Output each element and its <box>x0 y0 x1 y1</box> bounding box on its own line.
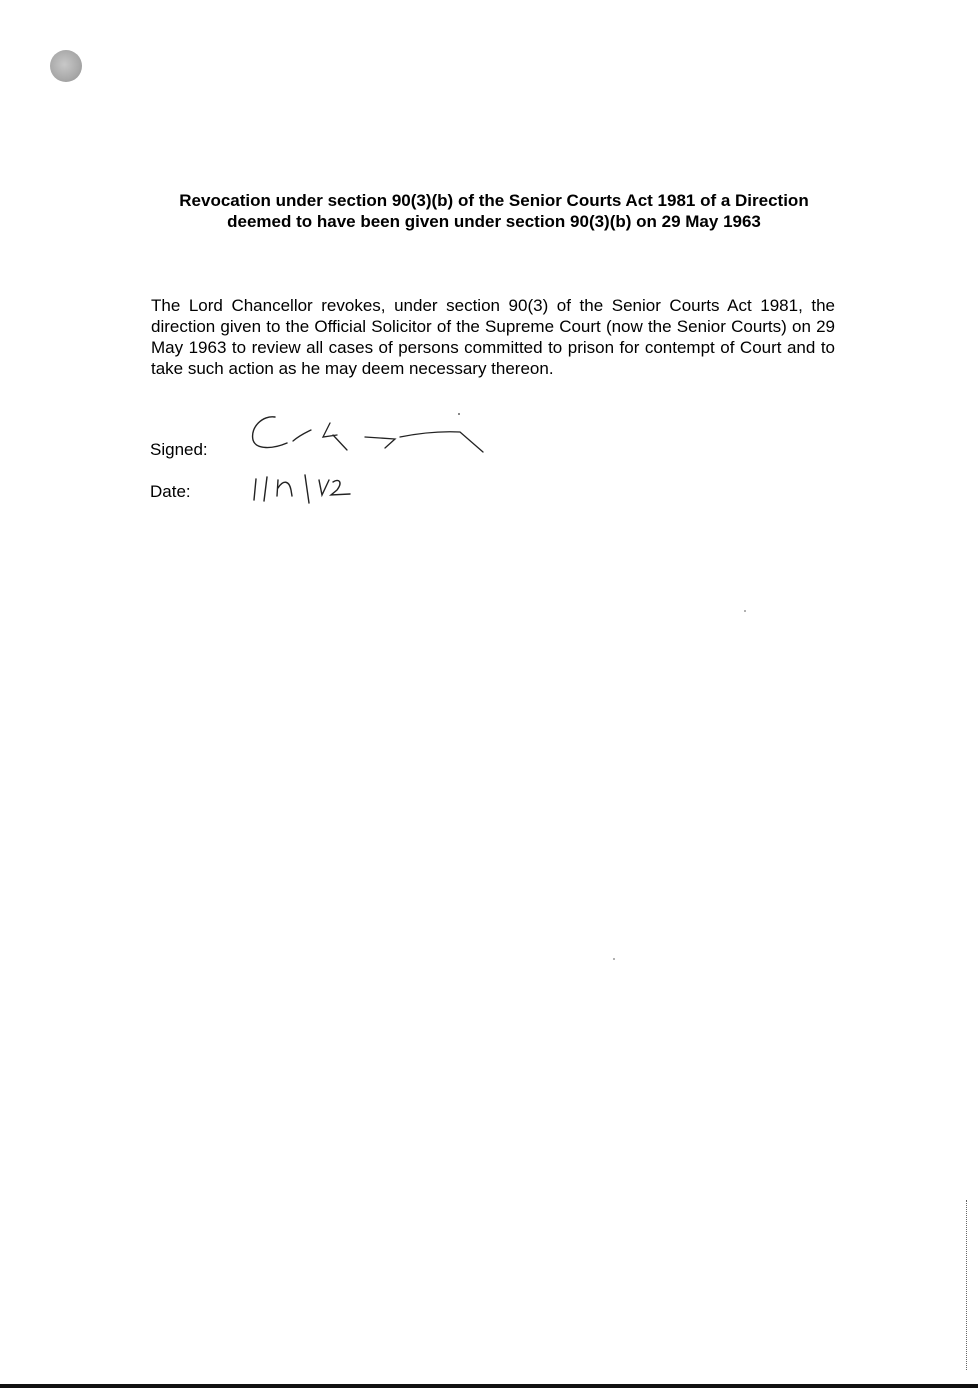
document-title <box>150 190 838 232</box>
scan-edge-right <box>966 1200 970 1370</box>
title-line-1: Revocation under section 90(3)(b) of the Senior Courts Act 1981 of a Direction <box>179 191 809 210</box>
punch-hole-mark <box>50 50 82 82</box>
scan-edge-bottom <box>0 1384 978 1388</box>
scan-speck <box>744 610 746 612</box>
signed-label: Signed: <box>150 440 208 459</box>
title-line-2: deemed to have been given under section 90(3)(b) on 29 May 1963 <box>227 212 761 231</box>
handwritten-signature <box>245 405 490 465</box>
scan-speck <box>613 958 615 960</box>
body-paragraph: The Lord Chancellor revokes, under section 90(3) of the Senior Courts Act 1981, the direction given to the Official Solicitor of the Supreme Court (now the Senior Courts) on 29 May 1963 to review all cases of persons committed to prison for contempt of Court and to take such action as he may deem necessary thereon. <box>151 296 835 378</box>
handwritten-date <box>245 470 360 505</box>
date-label: Date: <box>150 482 191 501</box>
